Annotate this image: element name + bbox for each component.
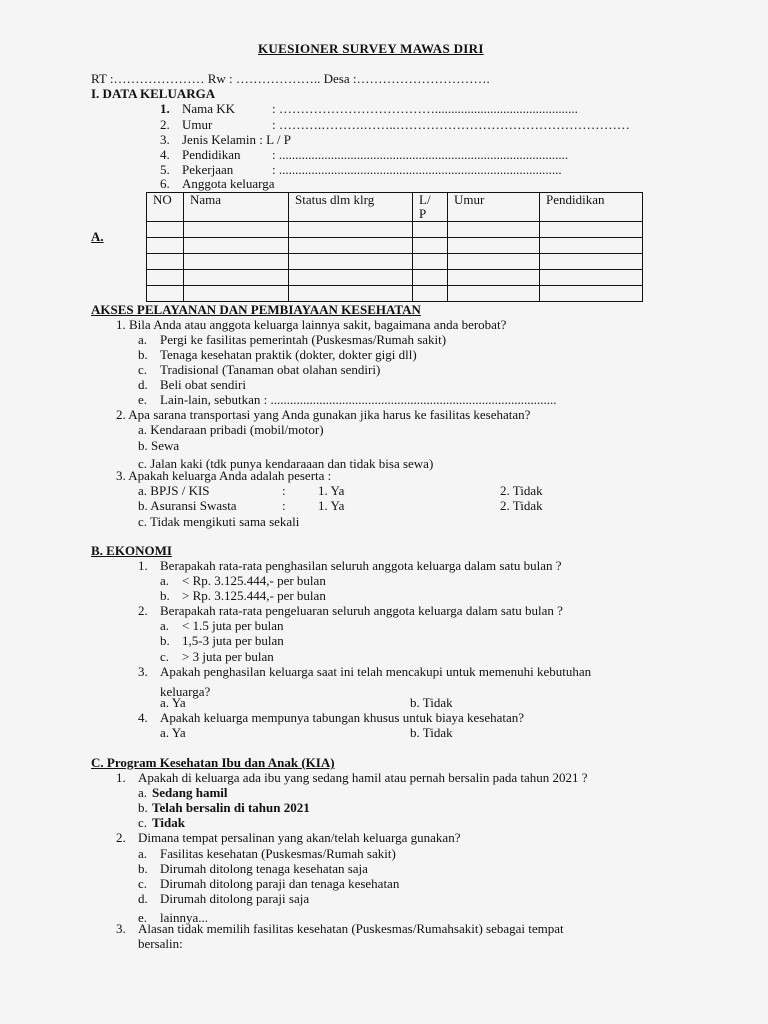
col-header-nama: Nama	[184, 193, 289, 222]
document-title: KUESIONER SURVEY MAWAS DIRI	[258, 41, 484, 56]
table-cell[interactable]	[413, 238, 448, 254]
table-row[interactable]	[147, 286, 643, 302]
col-header-no: NO	[147, 193, 184, 222]
table-header-row	[147, 193, 643, 222]
option-c1-b[interactable]: Telah bersalin di tahun 2021	[152, 800, 310, 815]
option-c2-c[interactable]: Dirumah ditolong paraji dan tenaga kesehatan	[160, 876, 400, 891]
section-i-heading: I. DATA KELUARGA	[91, 86, 216, 101]
option-b2-c[interactable]: > 3 juta per bulan	[182, 649, 274, 664]
question-number: 2.	[116, 830, 126, 845]
table-cell[interactable]	[413, 254, 448, 270]
table-cell[interactable]	[289, 238, 413, 254]
table-cell[interactable]	[448, 222, 540, 238]
option-c1-c[interactable]: Tidak	[152, 815, 186, 830]
option-a2-a[interactable]: a. Kendaraan pribadi (mobil/motor)	[138, 422, 324, 437]
option-tidak[interactable]: 2. Tidak	[500, 483, 543, 498]
table-cell[interactable]	[540, 286, 643, 302]
option-key: e.	[138, 910, 148, 925]
field-label-umur: Umur	[182, 117, 213, 132]
table-cell[interactable]	[184, 254, 289, 270]
col-header-status: Status dlm klrg	[289, 193, 413, 222]
table-cell[interactable]	[448, 286, 540, 302]
field-num: 1.	[160, 101, 170, 116]
question-a1: 1. Bila Anda atau anggota keluarga lainnya sakit, bagaimana anda berobat?	[116, 317, 507, 332]
option-a3-b: b. Asuransi Swasta	[138, 498, 237, 513]
option-key: d.	[138, 891, 148, 906]
option-a3-a: a. BPJS / KIS	[138, 483, 210, 498]
table-cell[interactable]	[184, 286, 289, 302]
section-b-heading: B. EKONOMI	[91, 543, 172, 558]
table-cell[interactable]	[540, 222, 643, 238]
section-a-marker: A.	[91, 229, 104, 244]
question-number: 3.	[138, 664, 148, 679]
option-key: b.	[160, 633, 170, 648]
table-cell[interactable]	[448, 238, 540, 254]
option-a1-c[interactable]: Tradisional (Tanaman obat olahan sendiri)	[160, 362, 381, 377]
option-ya[interactable]: 1. Ya	[318, 498, 345, 513]
question-number: 1.	[116, 770, 126, 785]
field-label-nama-kk: Nama KK	[182, 101, 236, 116]
option-key: c.	[138, 362, 148, 377]
option-key: b.	[138, 347, 148, 362]
question-c3: Alasan tidak memilih fasilitas kesehatan (Puskesmas/Rumahsakit) sebagai tempat	[138, 921, 564, 936]
table-cell[interactable]	[184, 238, 289, 254]
option-b2-b[interactable]: 1,5-3 juta per bulan	[182, 633, 284, 648]
table-cell[interactable]	[448, 270, 540, 286]
option-b4-a[interactable]: a. Ya	[160, 725, 186, 740]
question-number: 2.	[138, 603, 148, 618]
question-b4: Apakah keluarga mempunya tabungan khusus untuk biaya kesehatan?	[160, 710, 525, 725]
option-key: a.	[160, 573, 170, 588]
option-a1-d[interactable]: Beli obat sendiri	[160, 377, 246, 392]
section-c-heading: C. Program Kesehatan Ibu dan Anak (KIA)	[91, 755, 335, 770]
option-key: c.	[160, 649, 170, 664]
table-cell[interactable]	[540, 254, 643, 270]
question-b2: Berapakah rata-rata pengeluaran seluruh anggota keluarga dalam satu bulan ?	[160, 603, 563, 618]
table-row[interactable]	[147, 254, 643, 270]
option-a3-c[interactable]: c. Tidak mengikuti sama sekali	[138, 514, 300, 529]
question-a2: 2. Apa sarana transportasi yang Anda gunakan jika harus ke fasilitas kesehatan?	[116, 407, 531, 422]
option-c2-d[interactable]: Dirumah ditolong paraji saja	[160, 891, 310, 906]
field-num: 5.	[160, 162, 170, 177]
option-ya[interactable]: 1. Ya	[318, 483, 345, 498]
field-num: 3.	[160, 132, 170, 147]
col-header-umur: Umur	[448, 193, 540, 222]
option-a1-b[interactable]: Tenaga kesehatan praktik (dokter, dokter gigi dll)	[160, 347, 417, 362]
option-key: c.	[138, 815, 148, 830]
table-cell[interactable]	[289, 222, 413, 238]
table-cell[interactable]	[147, 222, 184, 238]
field-value-pendidikan[interactable]: : .........................................................................................	[272, 147, 569, 162]
table-cell[interactable]	[147, 286, 184, 302]
option-c2-e[interactable]: lainnya...	[160, 910, 209, 925]
option-b3-b[interactable]: b. Tidak	[410, 695, 453, 710]
table-cell[interactable]	[448, 254, 540, 270]
table-row[interactable]	[147, 238, 643, 254]
question-number: 4.	[138, 710, 148, 725]
family-members-table	[146, 192, 643, 302]
option-c2-b[interactable]: Dirumah ditolong tenaga kesehatan saja	[160, 861, 368, 876]
option-key: b.	[138, 800, 148, 815]
option-tidak[interactable]: 2. Tidak	[500, 498, 543, 513]
option-key: e.	[138, 392, 148, 407]
field-num: 2.	[160, 117, 170, 132]
field-value-nama-kk[interactable]: : ………………………………............................................	[272, 101, 578, 116]
option-a2-b[interactable]: b. Sewa	[138, 438, 180, 453]
field-num: 4.	[160, 147, 170, 162]
question-a3: 3. Apakah keluarga Anda adalah peserta :	[116, 468, 332, 483]
section-a-heading: AKSES PELAYANAN DAN PEMBIAYAAN KESEHATAN	[91, 302, 421, 317]
question-b1: Berapakah rata-rata penghasilan seluruh anggota keluarga dalam satu bulan ?	[160, 558, 562, 573]
option-c1-a[interactable]: Sedang hamil	[152, 785, 228, 800]
rt-rw-desa-line[interactable]: RT :………………… Rw : ……………….. Desa :………………………….	[91, 71, 490, 86]
field-label-pekerjaan: Pekerjaan	[182, 162, 234, 177]
option-key: b.	[160, 588, 170, 603]
field-num: 6.	[160, 176, 170, 191]
question-c1: Apakah di keluarga ada ibu yang sedang hamil atau pernah bersalin pada tahun 2021 ?	[138, 770, 588, 785]
option-key: a.	[138, 785, 148, 800]
option-a1-e[interactable]: Lain-lain, sebutkan : ........................................................................................	[160, 392, 557, 407]
question-b3-cont: keluarga?	[160, 684, 211, 699]
table-cell[interactable]	[147, 270, 184, 286]
option-key: d.	[138, 377, 148, 392]
field-label-pendidikan: Pendidikan	[182, 147, 241, 162]
field-label-jenis-kelamin[interactable]: Jenis Kelamin : L / P	[182, 132, 291, 147]
table-cell[interactable]	[184, 222, 289, 238]
table-cell[interactable]	[540, 238, 643, 254]
option-b4-b[interactable]: b. Tidak	[410, 725, 453, 740]
table-cell[interactable]	[413, 270, 448, 286]
table-cell[interactable]	[413, 286, 448, 302]
question-c3-cont: bersalin:	[138, 936, 183, 951]
table-cell[interactable]	[289, 286, 413, 302]
question-c2: Dimana tempat persalinan yang akan/telah keluarga gunakan?	[138, 830, 461, 845]
option-b1-a[interactable]: < Rp. 3.125.444,- per bulan	[182, 573, 326, 588]
option-b3-a[interactable]: a. Ya	[160, 695, 186, 710]
option-b1-b[interactable]: > Rp. 3.125.444,- per bulan	[182, 588, 326, 603]
option-key: a.	[138, 846, 148, 861]
option-a1-a[interactable]: Pergi ke fasilitas pemerintah (Puskesmas/Rumah sakit)	[160, 332, 447, 347]
table-row[interactable]	[147, 222, 643, 238]
question-number: 1.	[138, 558, 148, 573]
table-cell[interactable]	[540, 270, 643, 286]
table-cell[interactable]	[289, 270, 413, 286]
option-c2-a[interactable]: Fasilitas kesehatan (Puskesmas/Rumah sakit)	[160, 846, 396, 861]
col-header-pendidikan: Pendidikan	[540, 193, 643, 222]
option-b2-a[interactable]: < 1.5 juta per bulan	[182, 618, 284, 633]
option-key: c.	[138, 876, 148, 891]
field-value-pekerjaan[interactable]: : .......................................................................................	[272, 162, 562, 177]
table-cell[interactable]	[184, 270, 289, 286]
question-b3: Apakah penghasilan keluarga saat ini telah mencakupi untuk memenuhi kebutuhan	[160, 664, 592, 679]
col-header-lp: L/ P	[413, 193, 448, 222]
field-label-anggota-keluarga: Anggota keluarga	[182, 176, 275, 191]
field-value-umur[interactable]: : ……….……….……..………………………………………………	[272, 117, 630, 132]
table-cell[interactable]	[147, 254, 184, 270]
option-key: a.	[160, 618, 170, 633]
question-number: 3.	[116, 921, 126, 936]
option-a2-c[interactable]: c. Jalan kaki (tdk punya kendaraaan dan tidak bisa sewa)	[138, 456, 434, 471]
table-cell[interactable]	[289, 254, 413, 270]
table-cell[interactable]	[147, 238, 184, 254]
colon: :	[282, 483, 286, 498]
option-key: b.	[138, 861, 148, 876]
table-row[interactable]	[147, 270, 643, 286]
option-key: a.	[138, 332, 148, 347]
table-cell[interactable]	[413, 222, 448, 238]
colon: :	[282, 498, 286, 513]
